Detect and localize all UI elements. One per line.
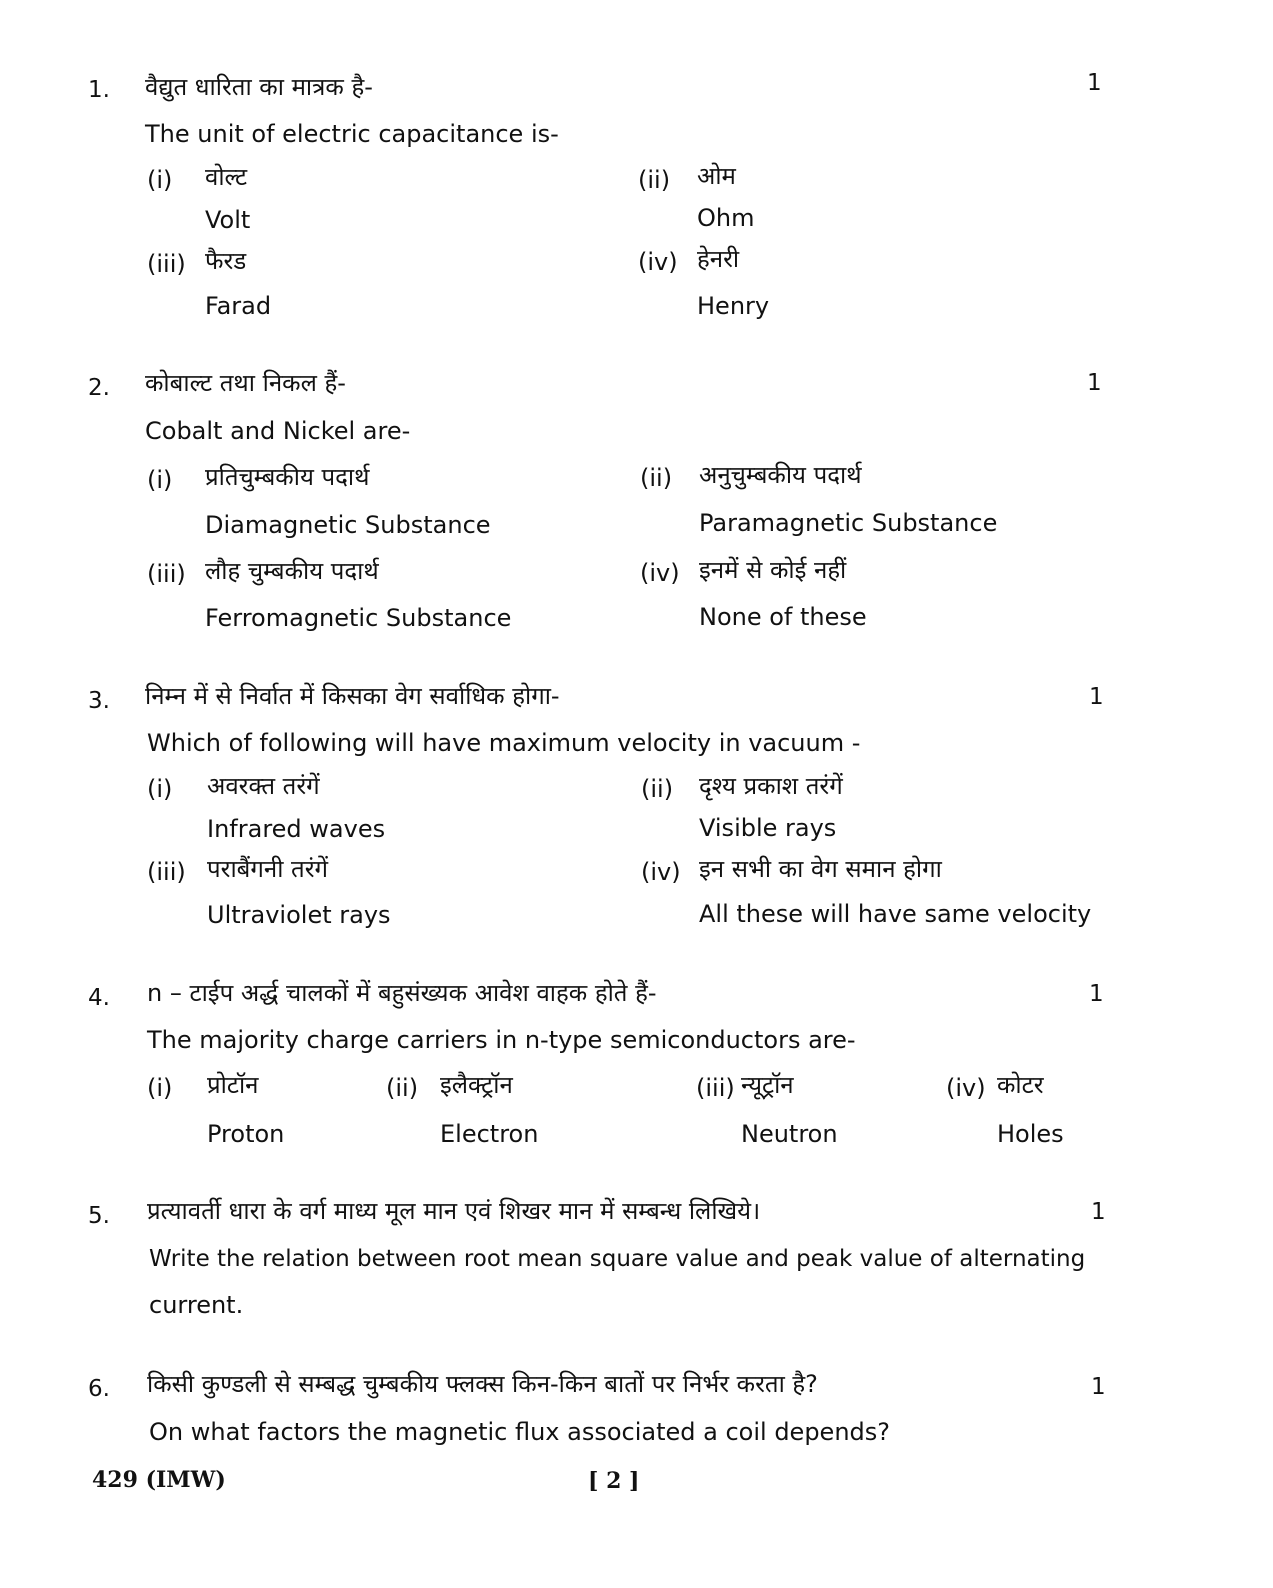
option-hindi: हेनरी xyxy=(697,245,740,273)
paper-code: 429 (IMW) xyxy=(92,1467,226,1493)
option-english: Visible rays xyxy=(699,814,837,842)
question-text-hindi: वैद्युत धारिता का मात्रक है- xyxy=(145,73,373,101)
option-english: Electron xyxy=(440,1120,539,1148)
option-hindi: ओम xyxy=(697,162,736,190)
question-text-english: On what factors the magnetic flux associated a coil depends? xyxy=(149,1418,891,1446)
question-text-english: Cobalt and Nickel are- xyxy=(145,417,411,445)
option-hindi: दृश्य प्रकाश तरंगें xyxy=(699,772,843,800)
question-number: 2. xyxy=(88,375,110,401)
option-english: Paramagnetic Substance xyxy=(699,509,998,537)
question-number: 4. xyxy=(88,985,110,1011)
option-label: (ii) xyxy=(386,1074,419,1102)
option-english: Ferromagnetic Substance xyxy=(205,604,512,632)
option-hindi: कोटर xyxy=(997,1071,1044,1099)
option-label: (ii) xyxy=(640,464,673,492)
question-number: 3. xyxy=(88,688,110,714)
page-number: [ 2 ] xyxy=(588,1468,640,1494)
question-marks: 1 xyxy=(1089,981,1104,1007)
option-label: (iii) xyxy=(147,560,186,588)
question-marks: 1 xyxy=(1087,370,1102,396)
option-english: Henry xyxy=(697,292,770,320)
option-hindi: अवरक्त तरंगें xyxy=(207,772,320,800)
question-marks: 1 xyxy=(1089,684,1104,710)
option-english: Holes xyxy=(997,1120,1064,1148)
question-text-hindi: निम्न में से निर्वात में किसका वेग सर्वाधिक होगा- xyxy=(145,682,560,710)
question-text-hindi: कोबाल्ट तथा निकल हैं- xyxy=(145,369,346,397)
option-label: (i) xyxy=(147,166,173,194)
option-label: (iii) xyxy=(147,250,186,278)
option-hindi: प्रोटॉन xyxy=(207,1071,259,1099)
option-hindi: प्रतिचुम्बकीय पदार्थ xyxy=(205,463,370,491)
question-marks: 1 xyxy=(1087,70,1102,96)
option-hindi: इन सभी का वेग समान होगा xyxy=(699,855,942,883)
question-text-hindi: किसी कुण्डली से सम्बद्ध चुम्बकीय फ्लक्स किन-किन बातों पर निर्भर करता है? xyxy=(147,1370,818,1398)
option-label: (iv) xyxy=(641,858,681,886)
question-text-english: current. xyxy=(149,1291,244,1319)
question-text-english: The unit of electric capacitance is- xyxy=(145,120,559,148)
option-label: (i) xyxy=(147,1074,173,1102)
option-english: Neutron xyxy=(741,1120,838,1148)
option-english: None of these xyxy=(699,603,867,631)
option-hindi: न्यूट्रॉन xyxy=(741,1071,794,1099)
option-label: (iv) xyxy=(946,1074,986,1102)
option-hindi: फैरड xyxy=(205,247,247,275)
question-marks: 1 xyxy=(1091,1199,1106,1225)
option-hindi: लौह चुम्बकीय पदार्थ xyxy=(205,557,379,585)
option-english: Ohm xyxy=(697,204,755,232)
option-english: Infrared waves xyxy=(207,815,386,843)
option-english: Proton xyxy=(207,1120,285,1148)
option-label: (iv) xyxy=(638,248,678,276)
question-marks: 1 xyxy=(1091,1374,1106,1400)
option-english: Volt xyxy=(205,206,251,234)
question-text-english: Which of following will have maximum velocity in vacuum - xyxy=(147,729,861,757)
option-label: (iii) xyxy=(696,1074,735,1102)
question-number: 1. xyxy=(88,77,110,103)
option-english: Diamagnetic Substance xyxy=(205,511,491,539)
question-number: 6. xyxy=(88,1376,110,1402)
option-hindi: इलैक्ट्रॉन xyxy=(440,1071,513,1099)
option-english: Farad xyxy=(205,292,272,320)
question-text-hindi: प्रत्यावर्ती धारा के वर्ग माध्य मूल मान एवं शिखर मान में सम्बन्ध लिखिये। xyxy=(147,1197,761,1225)
option-label: (ii) xyxy=(638,166,671,194)
option-label: (ii) xyxy=(641,775,674,803)
option-hindi: पराबैंगनी तरंगें xyxy=(207,855,329,883)
question-number: 5. xyxy=(88,1203,110,1229)
option-hindi: इनमें से कोई नहीं xyxy=(699,556,847,584)
option-label: (iii) xyxy=(147,858,186,886)
option-label: (iv) xyxy=(640,559,680,587)
question-text-english: The majority charge carriers in n-type semiconductors are- xyxy=(147,1026,856,1054)
option-english: All these will have same velocity xyxy=(699,900,1092,928)
option-english: Ultraviolet rays xyxy=(207,901,391,929)
option-label: (i) xyxy=(147,775,173,803)
question-text-hindi: n – टाईप अर्द्ध चालकों में बहुसंख्यक आवेश वाहक होते हैं- xyxy=(147,979,657,1007)
question-text-english: Write the relation between root mean square value and peak value of alternating xyxy=(149,1246,1086,1272)
option-hindi: वोल्ट xyxy=(205,163,248,191)
option-label: (i) xyxy=(147,466,173,494)
option-hindi: अनुचुम्बकीय पदार्थ xyxy=(699,461,862,489)
